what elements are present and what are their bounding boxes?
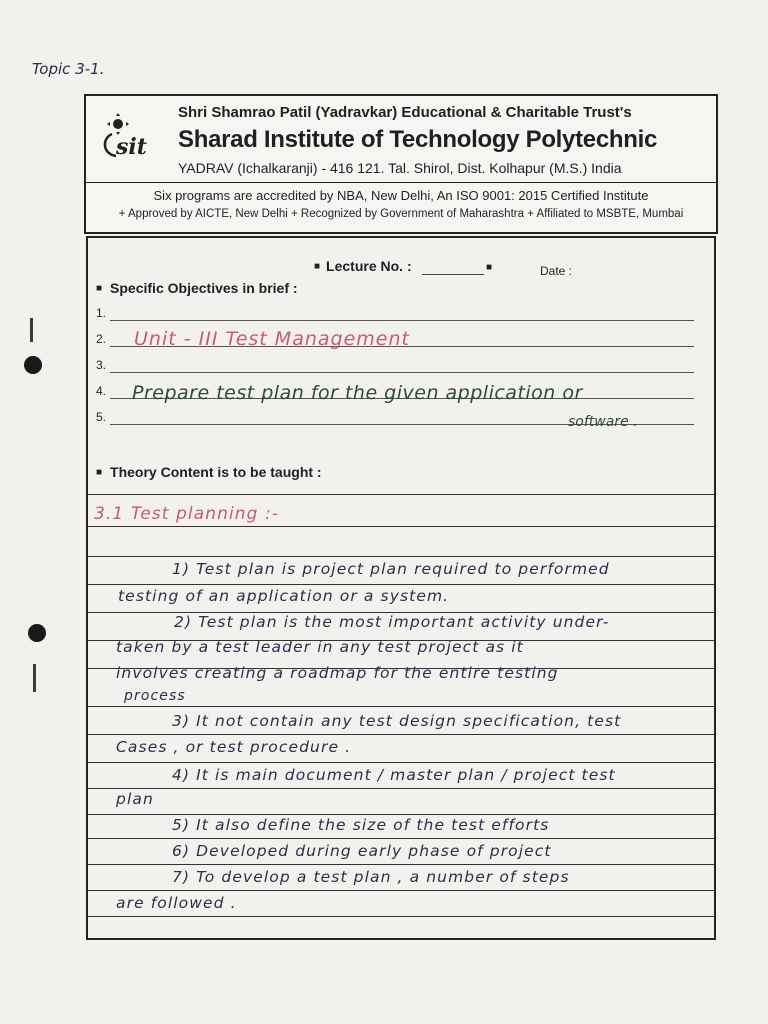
institute-address: YADRAV (Ichalkaranji) - 416 121. Tal. Shirol, Dist. Kolhapur (M.S.) India [178, 160, 622, 176]
ruled-line [88, 556, 714, 557]
lecture-no-label: ■ Lecture No. : [314, 258, 412, 274]
theory-line: 1) Test plan is project plan required to performed [172, 560, 610, 578]
objective-number: 5. [96, 410, 107, 424]
objective-line [110, 372, 694, 373]
institute-name: Sharad Institute of Technology Polytechnic [178, 126, 658, 153]
binder-mark [30, 318, 33, 342]
topic-note: Topic 3-1. [32, 60, 105, 78]
theory-line: testing of an application or a system. [118, 587, 450, 605]
punch-hole [24, 356, 42, 374]
objectives-title: ■ Specific Objectives in brief : [96, 280, 298, 296]
objective-number: 2. [96, 332, 107, 346]
objective-text: Prepare test plan for the given application or [132, 382, 583, 404]
theory-line: involves creating a roadmap for the entire testing [116, 664, 559, 682]
theory-line: Cases , or test procedure . [116, 738, 352, 756]
trust-name: Shri Shamrao Patil (Yadravkar) Educational & Charitable Trust's [178, 104, 632, 121]
ruled-line [88, 734, 714, 735]
theory-line: 4) It is main document / master plan / project test [172, 766, 616, 784]
theory-line: process [124, 688, 186, 704]
lecture-sheet [86, 236, 716, 940]
theory-heading: 3.1 Test planning :- [94, 504, 280, 524]
objective-unit-text: Unit - III Test Management [134, 328, 410, 350]
punch-hole [28, 624, 46, 642]
objective-number: 1. [96, 306, 107, 320]
ruled-line [88, 838, 714, 839]
ruled-line [88, 706, 714, 707]
approvals-line: + Approved by AICTE, New Delhi + Recognized by Government of Maharashtra + Affiliated to MSBTE, Mumbai [118, 208, 684, 220]
ruled-line [88, 788, 714, 789]
objective-line [110, 320, 694, 321]
ruled-line [88, 526, 714, 527]
objective-number: 3. [96, 358, 107, 372]
lecture-no-line [422, 274, 484, 275]
ruled-line [88, 762, 714, 763]
objective-number: 4. [96, 384, 107, 398]
header-divider [86, 182, 716, 183]
institute-header [84, 94, 718, 234]
ruled-line [88, 494, 714, 495]
ruled-line [88, 864, 714, 865]
institute-logo [98, 110, 162, 162]
theory-line: 7) To develop a test plan , a number of steps [172, 868, 570, 886]
ruled-line [88, 916, 714, 917]
accreditation-line: Six programs are accredited by NBA, New Delhi, An ISO 9001: 2015 Certified Institute [153, 188, 649, 203]
ruled-line [88, 814, 714, 815]
date-label: Date : [540, 264, 573, 278]
ruled-line [88, 584, 714, 585]
theory-line: are followed . [116, 894, 237, 912]
ruled-line [88, 890, 714, 891]
theory-line: 6) Developed during early phase of project [172, 842, 552, 860]
square-bullet-icon: ■ [486, 262, 493, 273]
theory-line: taken by a test leader in any test project as it [116, 638, 524, 656]
theory-line: plan [116, 790, 154, 808]
theory-line: 2) Test plan is the most important activity under- [174, 613, 610, 631]
theory-title: ■ Theory Content is to be taught : [96, 464, 322, 480]
objective-text-cont: software . [568, 414, 638, 430]
binder-mark [33, 664, 36, 692]
theory-line: 3) It not contain any test design specification, test [172, 712, 622, 730]
theory-line: 5) It also define the size of the test efforts [172, 816, 550, 834]
svg-text:sit: sit [116, 134, 147, 160]
